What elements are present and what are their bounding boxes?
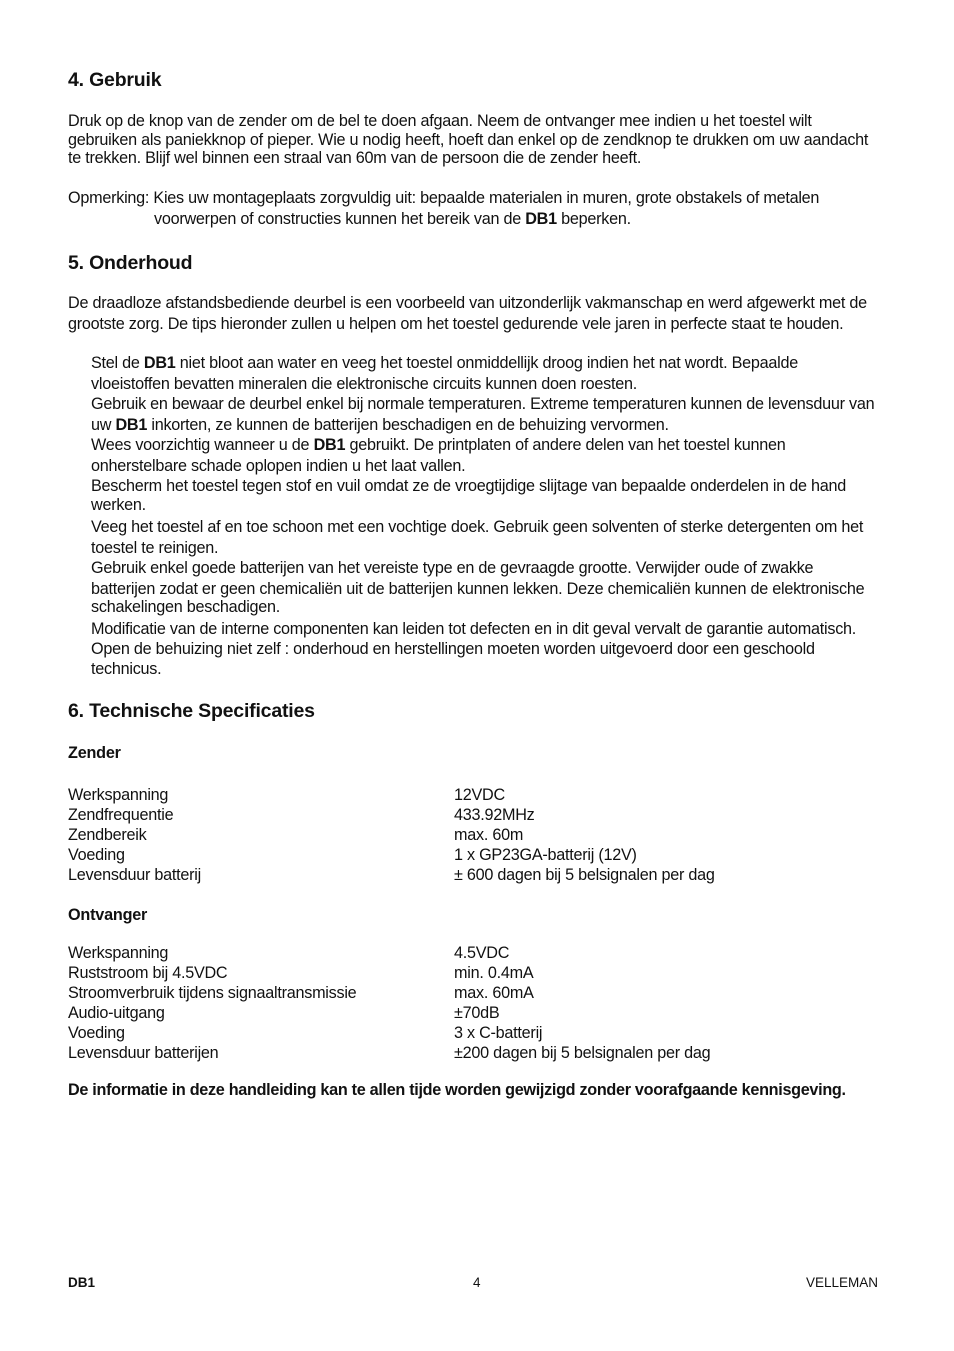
spec-row [68, 785, 888, 805]
spec-row [68, 983, 888, 1003]
paragraph-onderhoud [68, 294, 888, 333]
product-code: DB1 [143, 354, 176, 372]
text-line: Gebruik enkel goede batterijen van het vereiste type en de gevraagde grootte. Verwijder oude of zwakke [91, 559, 814, 577]
text-line: schakelingen beschadigen. [91, 598, 281, 616]
spec-table-zender [68, 785, 888, 885]
subheading-zender: Zender [68, 744, 121, 762]
paragraph-gebruik [68, 112, 888, 168]
footer-brand: VELLEMAN [806, 1275, 879, 1290]
spec-key: Werkspanning [68, 786, 169, 804]
product-code: DB1 [525, 210, 557, 228]
text-span: inkorten, ze kunnen de batterijen beschadigen en de behuizing vervormen. [147, 415, 669, 434]
spec-row [68, 845, 888, 865]
text-span: gebruikt. De printplaten of andere delen van het toestel kunnen [345, 436, 786, 454]
spec-value: 4.5VDC [454, 944, 510, 962]
subheading-ontvanger: Ontvanger [68, 906, 148, 924]
list-item [91, 640, 891, 679]
spec-key: Ruststroom bij 4.5VDC [68, 964, 228, 982]
product-code: DB1 [115, 415, 148, 434]
spec-row [68, 805, 888, 825]
list-item [91, 436, 891, 475]
spec-row [68, 825, 888, 845]
text-line: Open de behuizing niet zelf : onderhoud en herstellingen moeten worden uitgevoerd door een geschoold [91, 640, 815, 658]
spec-key: Werkspanning [68, 944, 169, 962]
note-line: Opmerking: Kies uw montageplaats zorgvuldig uit: bepaalde materialen in muren, grote obstakels of metalen [68, 189, 820, 207]
list-item [91, 395, 891, 434]
spec-row [68, 1003, 888, 1023]
spec-value: max. 60m [454, 826, 524, 844]
heading-gebruik: 4. Gebruik [68, 69, 162, 91]
spec-row [68, 1023, 888, 1043]
spec-table-ontvanger [68, 943, 888, 1063]
product-code: DB1 [313, 436, 346, 454]
spec-row [68, 865, 888, 885]
text-span: Bescherm het toestel tegen stof en vuil omdat ze de vroegtijdige slijtage van bepaalde onderdelen in de hand [91, 477, 847, 495]
spec-value: max. 60mA [454, 984, 534, 1002]
spec-key: Levensduur batterijen [68, 1044, 219, 1062]
text-line: grootste zorg. De tips hieronder zullen u helpen om het toestel gedurende vele jaren in perfecte staat te houden. [68, 314, 844, 333]
text-span: Gebruik en bewaar de deurbel enkel bij normale temperaturen. Extreme temperaturen kunnen de levensduur van [91, 395, 875, 413]
spec-key: Levensduur batterij [68, 866, 201, 884]
text-span: uw [91, 415, 116, 434]
spec-value: min. 0.4mA [454, 964, 534, 982]
spec-row [68, 963, 888, 983]
text-line: batterijen zodat er geen chemicaliën uit de batterijen kunnen lekken. Deze chemicaliën kunnen de elektronische [91, 579, 865, 598]
list-item [91, 518, 891, 557]
spec-key: Stroomverbruik tijdens signaaltransmissie [68, 984, 357, 1002]
spec-value: ±70dB [454, 1004, 500, 1022]
text-line: Druk op de knop van de zender om de bel te doen afgaan. Neem de ontvanger mee indien u het toestel wilt [68, 112, 812, 130]
text-line: De draadloze afstandsbediende deurbel is een voorbeeld van uitzonderlijk vakmanschap en werd afgewerkt met de [68, 294, 867, 312]
spec-key: Audio-uitgang [68, 1004, 165, 1022]
spec-value: 3 x C-batterij [454, 1024, 543, 1042]
note-gebruik [68, 189, 888, 229]
text-line: gebruiken als paniekknop of pieper. Wie u nodig heeft, hoeft dan enkel op de zendknop te drukken om uw aandacht [68, 130, 869, 149]
footer-product: DB1 [68, 1275, 96, 1290]
text-span: onherstelbare schade oplopen indien u het laat vallen. [91, 456, 466, 475]
text-span: Veeg het toestel af en toe schoon met een vochtige doek. Gebruik geen solventen of sterke detergenten om het [91, 518, 864, 536]
spec-row [68, 943, 888, 963]
text-span: voorwerpen of constructies kunnen het bereik van de [154, 210, 526, 228]
list-item [91, 559, 891, 617]
spec-key: Zendfrequentie [68, 806, 174, 824]
text-span: vloeistoffen bevatten mineralen die elektronische circuits kunnen doen roesten. [91, 374, 637, 393]
spec-value: ±200 dagen bij 5 belsignalen per dag [454, 1044, 711, 1062]
spec-value: 12VDC [454, 786, 505, 804]
spec-key: Zendbereik [68, 826, 147, 844]
note-line [68, 210, 888, 229]
spec-value: 433.92MHz [454, 806, 535, 824]
spec-key: Voeding [68, 1024, 125, 1042]
spec-value: ± 600 dagen bij 5 belsignalen per dag [454, 866, 715, 884]
text-line: technicus. [91, 660, 162, 678]
disclaimer: De informatie in deze handleiding kan te allen tijde worden gewijzigd zonder voorafgaande kennisgeving. [68, 1081, 846, 1099]
text-line: Modificatie van de interne componenten kan leiden tot defecten en in dit geval vervalt de garantie automatisch. [91, 620, 857, 638]
text-span: werken. [91, 495, 146, 514]
text-span: niet bloot aan water en veeg het toestel onmiddellijk droog indien het nat wordt. Bepaalde [175, 354, 799, 372]
list-item [91, 620, 891, 639]
text-span: toestel te reinigen. [91, 538, 219, 557]
text-span: beperken. [556, 210, 631, 228]
heading-onderhoud: 5. Onderhoud [68, 252, 193, 274]
spec-row [68, 1043, 888, 1063]
spec-key: Voeding [68, 846, 125, 864]
list-item [91, 477, 891, 514]
text-span: Wees voorzichtig wanneer u de [91, 436, 314, 454]
list-item [91, 354, 891, 393]
heading-specs: 6. Technische Specificaties [68, 700, 315, 722]
spec-value: 1 x GP23GA-batterij (12V) [454, 846, 637, 864]
footer-page-number: 4 [473, 1275, 481, 1290]
text-span: Stel de [91, 354, 144, 372]
text-line: te trekken. Blijf wel binnen een straal van 60m van de persoon die de zender heeft. [68, 149, 642, 167]
